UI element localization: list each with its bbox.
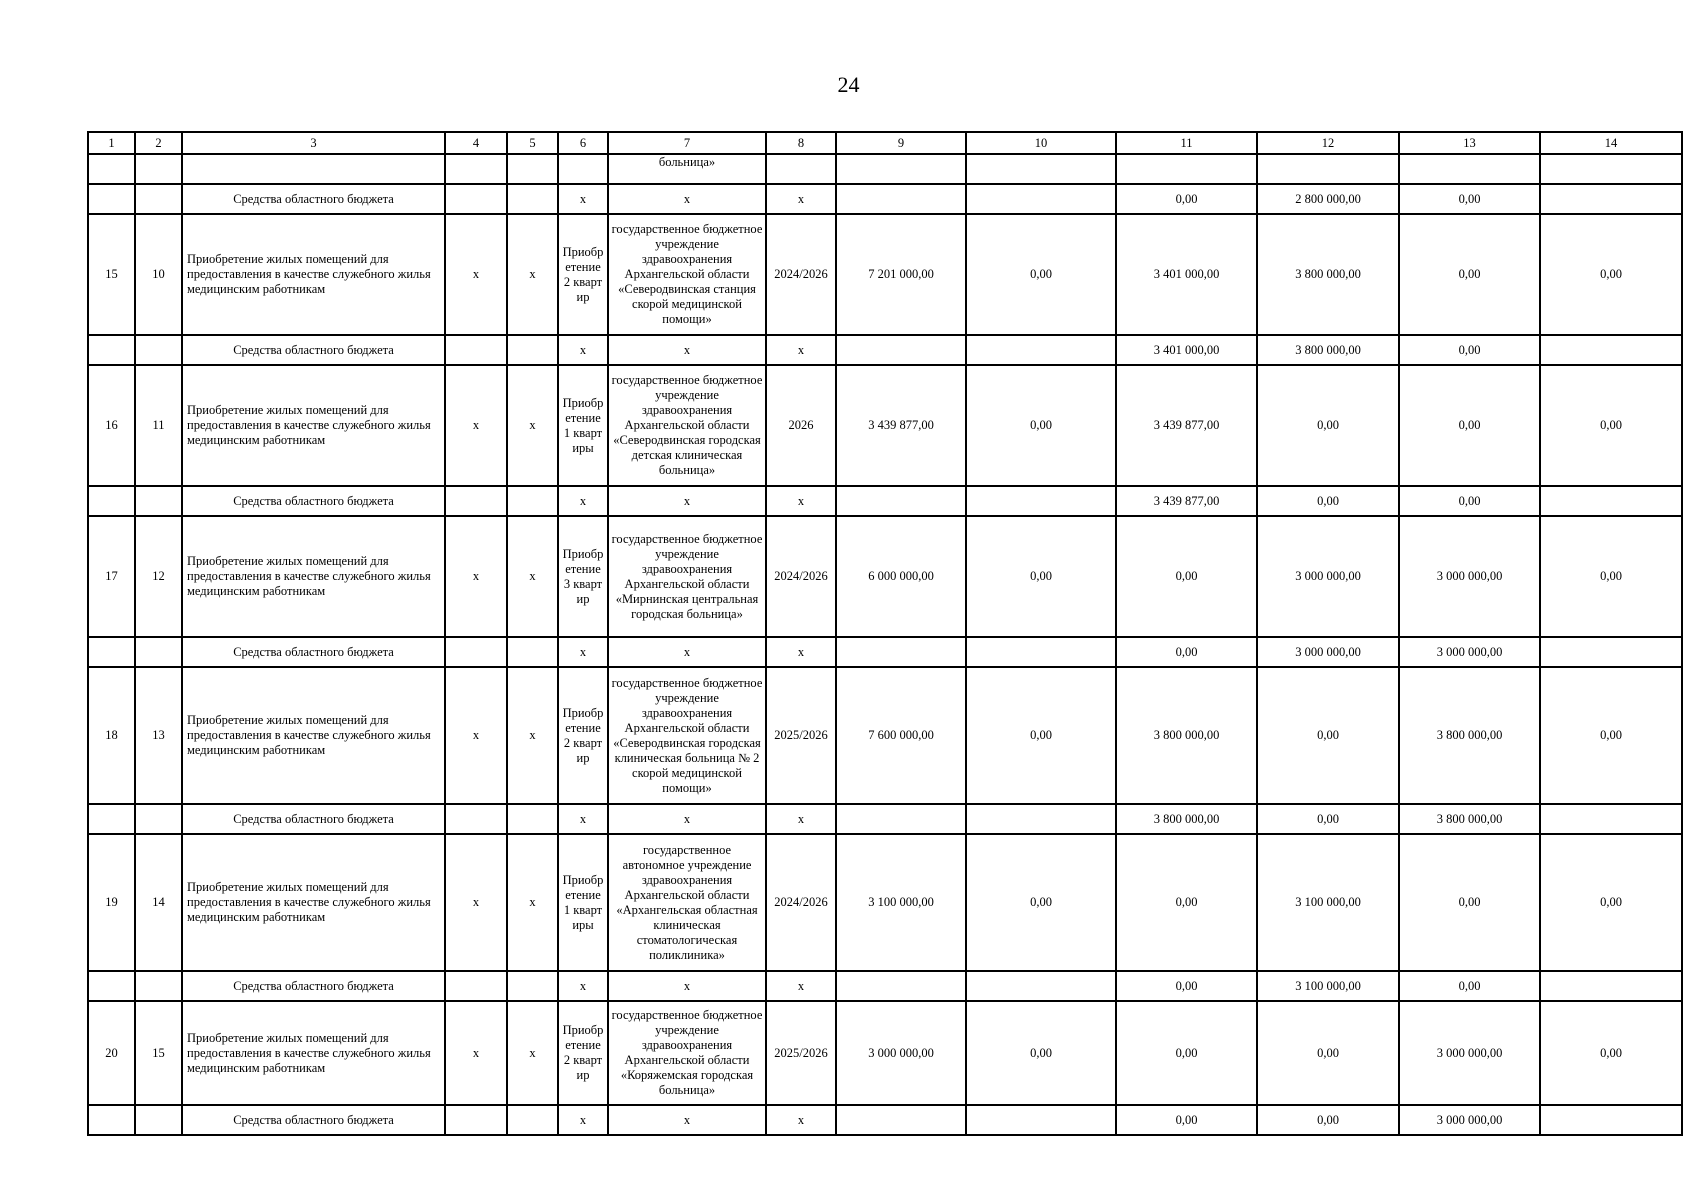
- cell: 3 100 000,00: [1257, 834, 1399, 971]
- cell: 3 439 877,00: [1116, 365, 1257, 486]
- cell: 0,00: [1399, 214, 1540, 335]
- item-name: Приобретение жилых помещений для предоставления в качестве служебного жилья медицинским работникам: [182, 214, 445, 335]
- row-number: 16: [88, 365, 135, 486]
- cell: 3 800 000,00: [1116, 667, 1257, 804]
- table-body: [88, 132, 1682, 1135]
- cell: 0,00: [1399, 335, 1540, 365]
- stage-cell: Приобретение 3 квартир: [558, 516, 608, 637]
- organization-cell: государственное бюджетное учреждение здравоохранения Архангельской области «Северодвинская городская детская клиническая больница»: [608, 365, 766, 486]
- cell: 0,00: [1540, 667, 1682, 804]
- cell: х: [507, 214, 558, 335]
- total-cell: 3 100 000,00: [836, 834, 966, 971]
- column-number: 5: [507, 132, 558, 154]
- column-number: 1: [88, 132, 135, 154]
- budget-table: [87, 131, 1683, 1136]
- cell: х: [507, 834, 558, 971]
- cell: 0,00: [1116, 637, 1257, 667]
- cell: х: [507, 516, 558, 637]
- item-number: 14: [135, 834, 182, 971]
- cell: 0,00: [1257, 667, 1399, 804]
- organization-cell: государственное бюджетное учреждение здравоохранения Архангельской области «Северодвинская станция скорой медицинской помощи»: [608, 214, 766, 335]
- total-cell: 3 000 000,00: [836, 1001, 966, 1105]
- continuation-text: больница»: [608, 154, 766, 184]
- item-number: 12: [135, 516, 182, 637]
- table-row: [88, 834, 1682, 971]
- item-number: 10: [135, 214, 182, 335]
- budget-source-label: Средства областного бюджета: [182, 184, 445, 214]
- budget-source-label: Средства областного бюджета: [182, 637, 445, 667]
- cell: 0,00: [1257, 1105, 1399, 1135]
- row-number: 18: [88, 667, 135, 804]
- cell: 3 000 000,00: [1399, 637, 1540, 667]
- stage-cell: Приобретение 1 квартиры: [558, 365, 608, 486]
- cell: 0,00: [1399, 971, 1540, 1001]
- cell: 3 800 000,00: [1257, 214, 1399, 335]
- cell: 3 000 000,00: [1399, 516, 1540, 637]
- item-name: Приобретение жилых помещений для предоставления в качестве служебного жилья медицинским работникам: [182, 834, 445, 971]
- cell: 0,00: [1116, 184, 1257, 214]
- cell: 0,00: [1257, 365, 1399, 486]
- cell: х: [608, 1105, 766, 1135]
- cell: 3 800 000,00: [1399, 667, 1540, 804]
- cell: 2 800 000,00: [1257, 184, 1399, 214]
- cell: 0,00: [966, 667, 1116, 804]
- item-name: Приобретение жилых помещений для предоставления в качестве служебного жилья медицинским работникам: [182, 365, 445, 486]
- column-number: 13: [1399, 132, 1540, 154]
- cell: 0,00: [1257, 486, 1399, 516]
- cell: х: [558, 637, 608, 667]
- column-number: 10: [966, 132, 1116, 154]
- cell: 0,00: [1540, 516, 1682, 637]
- column-number: 14: [1540, 132, 1682, 154]
- period-cell: 2024/2026: [766, 834, 836, 971]
- item-number: 15: [135, 1001, 182, 1105]
- item-name: Приобретение жилых помещений для предоставления в качестве служебного жилья медицинским работникам: [182, 667, 445, 804]
- cell: 0,00: [1540, 834, 1682, 971]
- cell: х: [608, 637, 766, 667]
- budget-source-label: Средства областного бюджета: [182, 335, 445, 365]
- cell: х: [608, 335, 766, 365]
- budget-source-label: Средства областного бюджета: [182, 1105, 445, 1135]
- cell: 0,00: [1116, 516, 1257, 637]
- cell: 0,00: [966, 516, 1116, 637]
- total-cell: 6 000 000,00: [836, 516, 966, 637]
- row-number: 20: [88, 1001, 135, 1105]
- cell: 3 800 000,00: [1399, 804, 1540, 834]
- cell: х: [558, 486, 608, 516]
- budget-source-label: Средства областного бюджета: [182, 804, 445, 834]
- cell: х: [445, 516, 507, 637]
- column-number: 8: [766, 132, 836, 154]
- budget-source-row: [88, 335, 1682, 365]
- cell: х: [558, 1105, 608, 1135]
- cell: х: [766, 1105, 836, 1135]
- cell: 3 000 000,00: [1257, 516, 1399, 637]
- cell: 0,00: [1116, 1001, 1257, 1105]
- cell: 0,00: [966, 1001, 1116, 1105]
- column-number: 2: [135, 132, 182, 154]
- continuation-row: [88, 154, 1682, 184]
- cell: 3 000 000,00: [1257, 637, 1399, 667]
- cell: х: [608, 486, 766, 516]
- cell: 3 401 000,00: [1116, 335, 1257, 365]
- item-name: Приобретение жилых помещений для предоставления в качестве служебного жилья медицинским работникам: [182, 516, 445, 637]
- cell: х: [507, 667, 558, 804]
- budget-source-label: Средства областного бюджета: [182, 486, 445, 516]
- column-number: 9: [836, 132, 966, 154]
- period-cell: 2024/2026: [766, 214, 836, 335]
- cell: х: [766, 804, 836, 834]
- cell: х: [445, 1001, 507, 1105]
- row-number: 15: [88, 214, 135, 335]
- cell: 0,00: [1257, 804, 1399, 834]
- cell: х: [608, 184, 766, 214]
- cell: 0,00: [1399, 184, 1540, 214]
- cell: х: [445, 667, 507, 804]
- cell: 0,00: [966, 365, 1116, 486]
- period-cell: 2025/2026: [766, 667, 836, 804]
- organization-cell: государственное бюджетное учреждение здравоохранения Архангельской области «Коряжемская городская больница»: [608, 1001, 766, 1105]
- cell: х: [558, 184, 608, 214]
- cell: х: [558, 971, 608, 1001]
- cell: х: [558, 804, 608, 834]
- cell: х: [507, 1001, 558, 1105]
- table-row: [88, 365, 1682, 486]
- cell: 3 000 000,00: [1399, 1001, 1540, 1105]
- budget-source-row: [88, 804, 1682, 834]
- cell: 0,00: [1116, 971, 1257, 1001]
- stage-cell: Приобретение 2 квартир: [558, 667, 608, 804]
- budget-source-row: [88, 971, 1682, 1001]
- item-number: 13: [135, 667, 182, 804]
- cell: х: [766, 486, 836, 516]
- cell: 3 800 000,00: [1257, 335, 1399, 365]
- cell: 3 439 877,00: [1116, 486, 1257, 516]
- cell: х: [445, 214, 507, 335]
- column-number: 6: [558, 132, 608, 154]
- column-number: 11: [1116, 132, 1257, 154]
- cell: 0,00: [1257, 1001, 1399, 1105]
- table-row: [88, 667, 1682, 804]
- stage-cell: Приобретение 1 квартиры: [558, 834, 608, 971]
- cell: 0,00: [1399, 365, 1540, 486]
- cell: 0,00: [1540, 214, 1682, 335]
- cell: 0,00: [1540, 365, 1682, 486]
- cell: 3 800 000,00: [1116, 804, 1257, 834]
- column-number: 7: [608, 132, 766, 154]
- table-row: [88, 516, 1682, 637]
- cell: 3 000 000,00: [1399, 1105, 1540, 1135]
- period-cell: 2025/2026: [766, 1001, 836, 1105]
- cell: 0,00: [1399, 834, 1540, 971]
- period-cell: 2026: [766, 365, 836, 486]
- cell: х: [608, 971, 766, 1001]
- table-row: [88, 1001, 1682, 1105]
- total-cell: 7 201 000,00: [836, 214, 966, 335]
- budget-source-row: [88, 1105, 1682, 1135]
- item-number: 11: [135, 365, 182, 486]
- total-cell: 7 600 000,00: [836, 667, 966, 804]
- cell: 0,00: [966, 834, 1116, 971]
- cell: х: [445, 365, 507, 486]
- organization-cell: государственное бюджетное учреждение здравоохранения Архангельской области «Мирнинская центральная городская больница»: [608, 516, 766, 637]
- organization-cell: государственное бюджетное учреждение здравоохранения Архангельской области «Северодвинская городская клиническая больница № 2 скорой медицинской помощи»: [608, 667, 766, 804]
- cell: х: [445, 834, 507, 971]
- budget-source-label: Средства областного бюджета: [182, 971, 445, 1001]
- cell: 0,00: [1399, 486, 1540, 516]
- total-cell: 3 439 877,00: [836, 365, 966, 486]
- cell: х: [558, 335, 608, 365]
- cell: 3 401 000,00: [1116, 214, 1257, 335]
- stage-cell: Приобретение 2 квартир: [558, 1001, 608, 1105]
- cell: х: [766, 335, 836, 365]
- cell: х: [766, 184, 836, 214]
- column-number: 3: [182, 132, 445, 154]
- cell: 0,00: [1116, 1105, 1257, 1135]
- cell: х: [608, 804, 766, 834]
- column-number: 4: [445, 132, 507, 154]
- cell: х: [766, 971, 836, 1001]
- item-name: Приобретение жилых помещений для предоставления в качестве служебного жилья медицинским работникам: [182, 1001, 445, 1105]
- cell: 0,00: [1116, 834, 1257, 971]
- budget-source-row: [88, 486, 1682, 516]
- organization-cell: государственное автономное учреждение здравоохранения Архангельской области «Архангельская областная клиническая стоматологическая поликлиника»: [608, 834, 766, 971]
- table-row: [88, 214, 1682, 335]
- cell: х: [507, 365, 558, 486]
- column-number-row: [88, 132, 1682, 154]
- row-number: 19: [88, 834, 135, 971]
- period-cell: 2024/2026: [766, 516, 836, 637]
- budget-source-row: [88, 184, 1682, 214]
- stage-cell: Приобретение 2 квартир: [558, 214, 608, 335]
- row-number: 17: [88, 516, 135, 637]
- cell: 0,00: [966, 214, 1116, 335]
- cell: 0,00: [1540, 1001, 1682, 1105]
- cell: 3 100 000,00: [1257, 971, 1399, 1001]
- cell: х: [766, 637, 836, 667]
- budget-source-row: [88, 637, 1682, 667]
- page-number: 24: [837, 72, 860, 97]
- column-number: 12: [1257, 132, 1399, 154]
